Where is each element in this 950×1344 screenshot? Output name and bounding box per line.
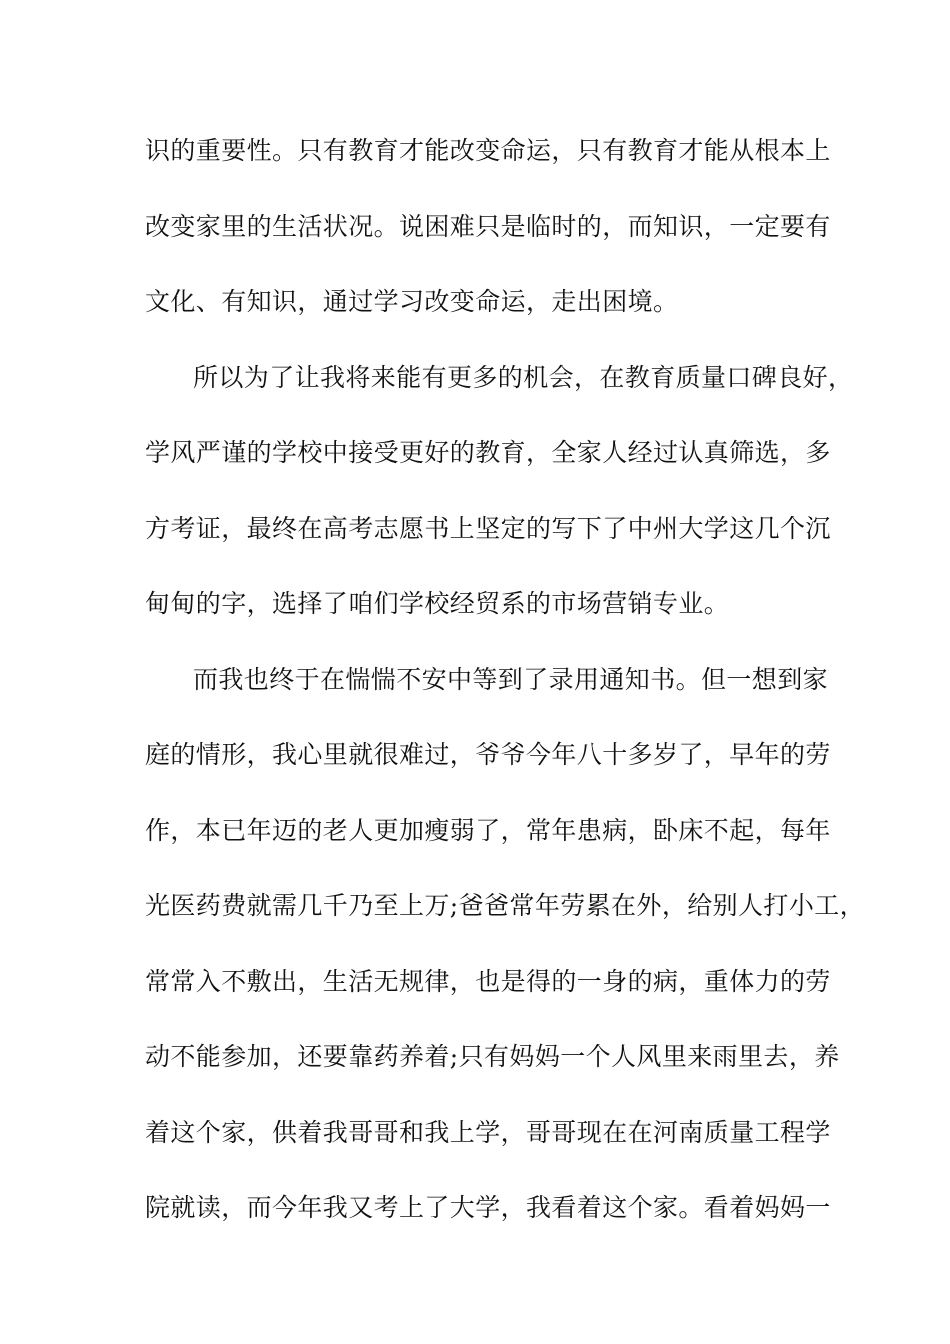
document-body xyxy=(145,128,866,1261)
text-line: 识的重要性。只有教育才能改变命运，只有教育才能从根本上 xyxy=(145,136,831,165)
paragraph-first-line: 所以为了让我将来能有更多的机会，在教育质量口碑良好， xyxy=(193,362,854,392)
text-line: 动不能参加，还要靠药养着;只有妈妈一个人风里来雨里去，养 xyxy=(145,1042,840,1071)
paragraph-first-line: 而我也终于在惴惴不安中等到了录用通知书。但一想到家 xyxy=(193,664,829,694)
text-line: 作，本已年迈的老人更加瘦弱了，常年患病，卧床不起，每年 xyxy=(145,815,831,845)
text-line: 学风严谨的学校中接受更好的教育，全家人经过认真筛选，多 xyxy=(145,438,831,467)
text-line: 改变家里的生活状况。说困难只是临时的，而知识，一定要有 xyxy=(145,211,831,241)
text-line: 甸甸的字，选择了咱们学校经贸系的市场营销专业。 xyxy=(145,589,730,618)
text-line: 常常入不敷出，生活无规律，也是得的一身的病，重体力的劳 xyxy=(145,966,831,996)
text-line: 文化、有知识，通过学习改变命运，走出困境。 xyxy=(145,287,679,316)
text-line: 庭的情形，我心里就很难过，爷爷今年八十多岁了，早年的劳 xyxy=(145,740,831,769)
text-line: 光医药费就需几千乃至上万;爸爸常年劳累在外，给别人打小工， xyxy=(145,891,866,920)
text-line: 方考证，最终在高考志愿书上坚定的写下了中州大学这几个沉 xyxy=(145,513,831,543)
text-line: 着这个家，供着我哥哥和我上学，哥哥现在在河南质量工程学 xyxy=(145,1117,831,1147)
text-line: 院就读，而今年我又考上了大学，我看着这个家。看着妈妈一 xyxy=(145,1193,831,1222)
